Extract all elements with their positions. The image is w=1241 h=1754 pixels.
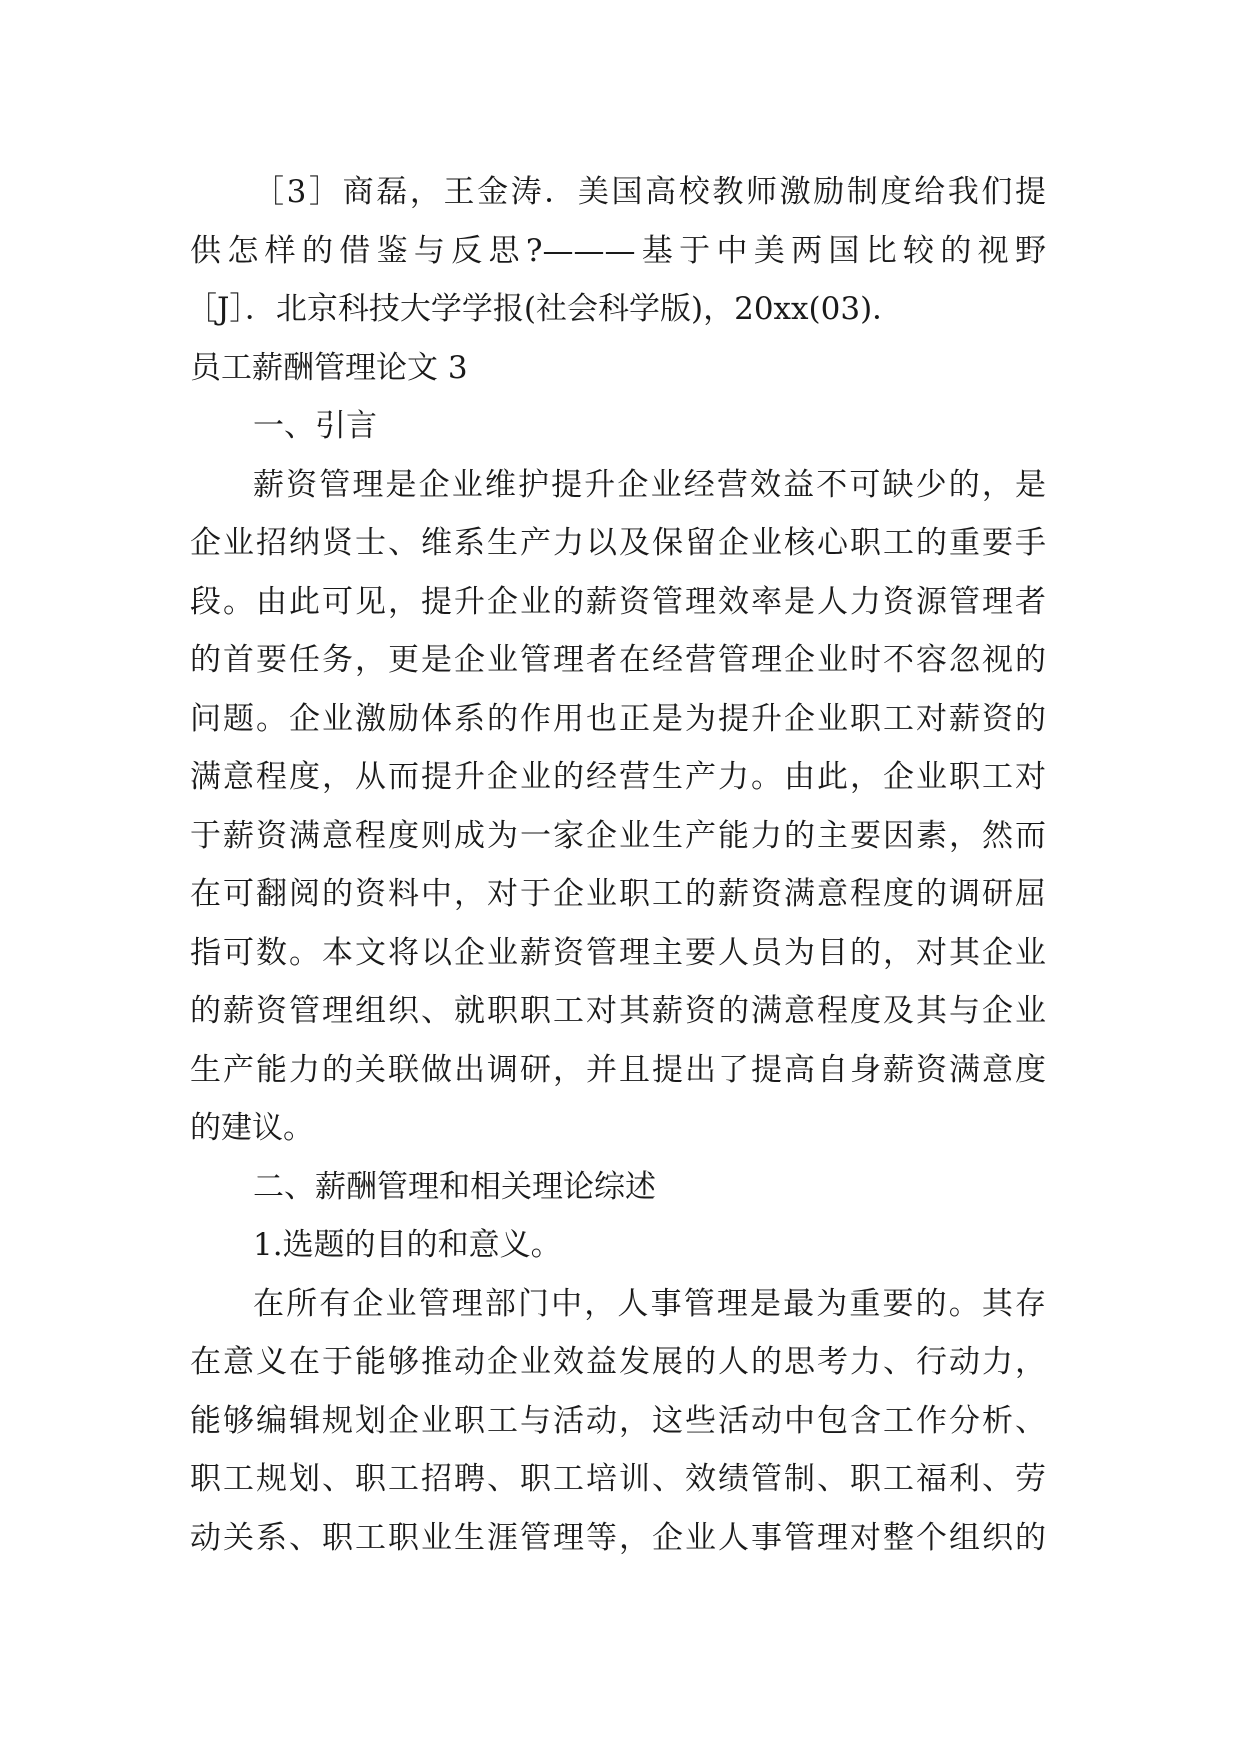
reference-line-3: ［J］．北京科技大学学报(社会科学版)，20xx(03)． bbox=[186, 291, 904, 327]
paragraph-line: 于薪资满意程度则成为一家企业生产能力的主要因素，然而 bbox=[190, 817, 1046, 854]
paragraph-line: 在可翻阅的资料中，对于企业职工的薪资满意程度的调研屈 bbox=[190, 876, 1046, 912]
paragraph-line: 段。由此可见，提升企业的薪资管理效率是人力资源管理者 bbox=[190, 583, 1046, 620]
reference-line-2: 供怎样的借鉴与反思?———基于中美两国比较的视野 bbox=[190, 232, 1046, 269]
paragraph-line: 满意程度，从而提升企业的经营生产力。由此，企业职工对 bbox=[190, 759, 1046, 795]
paragraph-line: 问题。企业激励体系的作用也正是为提升企业职工对薪资的 bbox=[190, 700, 1046, 737]
paragraph-line: 动关系、职工职业生涯管理等，企业人事管理对整个组织的 bbox=[190, 1519, 1046, 1556]
section-heading-introduction: 一、引言 bbox=[253, 408, 377, 444]
paragraph-line: 能够编辑规划企业职工与活动，这些活动中包含工作分析、 bbox=[190, 1402, 1046, 1439]
paragraph-line: 职工规划、职工招聘、职工培训、效绩管制、职工福利、劳 bbox=[190, 1461, 1046, 1497]
paragraph-line: 的首要任务，更是企业管理者在经营管理企业时不容忽视的 bbox=[190, 642, 1046, 678]
article-title: 员工薪酬管理论文 3 bbox=[190, 349, 468, 386]
paragraph-line: 企业招纳贤士、维系生产力以及保留企业核心职工的重要手 bbox=[190, 525, 1046, 561]
section-heading-theory-review: 二、薪酬管理和相关理论综述 bbox=[253, 1168, 656, 1205]
paragraph-line: 薪资管理是企业维护提升企业经营效益不可缺少的，是 bbox=[253, 466, 1046, 503]
paragraph-line: 在意义在于能够推动企业效益发展的人的思考力、行动力， bbox=[190, 1344, 1046, 1380]
paragraph-line: 生产能力的关联做出调研，并且提出了提高自身薪资满意度 bbox=[190, 1051, 1046, 1088]
reference-line-1: ［3］商磊，王金涛．美国高校教师激励制度给我们提 bbox=[253, 174, 1046, 210]
paragraph-line: 在所有企业管理部门中，人事管理是最为重要的。其存 bbox=[253, 1285, 1046, 1322]
paragraph-line: 的薪资管理组织、就职职工对其薪资的满意程度及其与企业 bbox=[190, 993, 1046, 1029]
document-page bbox=[186, 163, 1046, 1567]
paragraph-line: 的建议。 bbox=[190, 1110, 314, 1146]
subsection-heading-purpose: 1.选题的目的和意义。 bbox=[253, 1227, 562, 1263]
paragraph-line: 指可数。本文将以企业薪资管理主要人员为目的，对其企业 bbox=[190, 934, 1046, 971]
